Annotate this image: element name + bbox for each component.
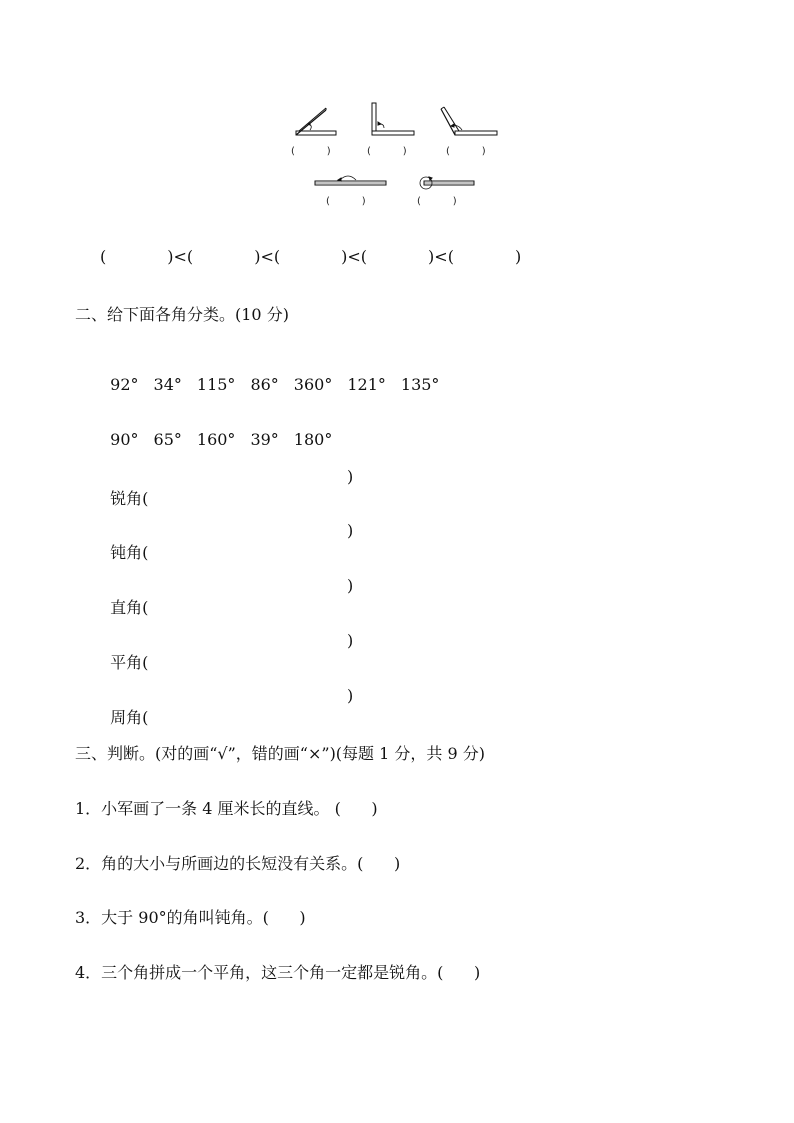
category-close: ) [347, 467, 354, 486]
ordering-blanks: ( )<( )<( )<( )<( ) [100, 247, 522, 266]
degree-value: 34° [153, 375, 182, 394]
category-right [100, 576, 354, 618]
category-label: 直角( [110, 598, 149, 617]
category-close: ) [347, 631, 354, 650]
category-straight [100, 631, 354, 673]
figure-2-blank: ( ) [367, 146, 407, 157]
degree-value: 135° [400, 375, 440, 394]
degree-value: 180° [293, 430, 333, 449]
obtuse-angle-figure [441, 107, 497, 135]
category-label: 钝角( [110, 543, 149, 562]
category-label: 平角( [110, 653, 149, 672]
figure-5-blank: ( ) [417, 196, 457, 207]
category-close: ) [347, 686, 354, 705]
question-2: 2．角的大小与所画边的长短没有关系。( ) [75, 854, 401, 873]
degree-value: 90° [110, 430, 139, 449]
question-4: 4．三个角拼成一个平角，这三个角一定都是锐角。( ) [75, 963, 481, 982]
category-close: ) [347, 576, 354, 595]
category-acute [100, 467, 354, 509]
acute-angle-figure [296, 108, 336, 135]
category-label: 锐角( [110, 489, 149, 508]
right-angle-figure [372, 103, 414, 135]
figure-1-blank: ( ) [291, 146, 331, 157]
figure-4-blank: ( ) [326, 196, 366, 207]
degree-value: 86° [250, 375, 279, 394]
degree-value: 360° [293, 375, 333, 394]
degree-value: 65° [153, 430, 182, 449]
question-1: 1．小军画了一条 4 厘米长的直线。 ( ) [75, 799, 378, 818]
straight-angle-figure [315, 176, 386, 185]
degree-row-2 [100, 411, 347, 449]
category-full [100, 686, 354, 728]
degree-row-1 [100, 356, 454, 394]
angle-figures [0, 0, 794, 230]
angle-figures-drawing [0, 0, 794, 230]
category-close: ) [347, 521, 354, 540]
section-3-title: 三、判断。(对的画“√”，错的画“×”)(每题 1 分，共 9 分) [75, 744, 485, 763]
degree-value: 121° [347, 375, 386, 394]
category-label: 周角( [110, 708, 149, 727]
section-2-title: 二、给下面各角分类。(10 分) [75, 305, 289, 324]
full-angle-figure [420, 177, 474, 189]
degree-value: 39° [250, 430, 279, 449]
figure-3-blank: ( ) [446, 146, 486, 157]
degree-value: 160° [196, 430, 236, 449]
degree-value: 115° [196, 375, 236, 394]
category-obtuse [100, 521, 354, 563]
question-3: 3．大于 90°的角叫钝角。( ) [75, 908, 306, 927]
degree-value: 92° [110, 375, 139, 394]
